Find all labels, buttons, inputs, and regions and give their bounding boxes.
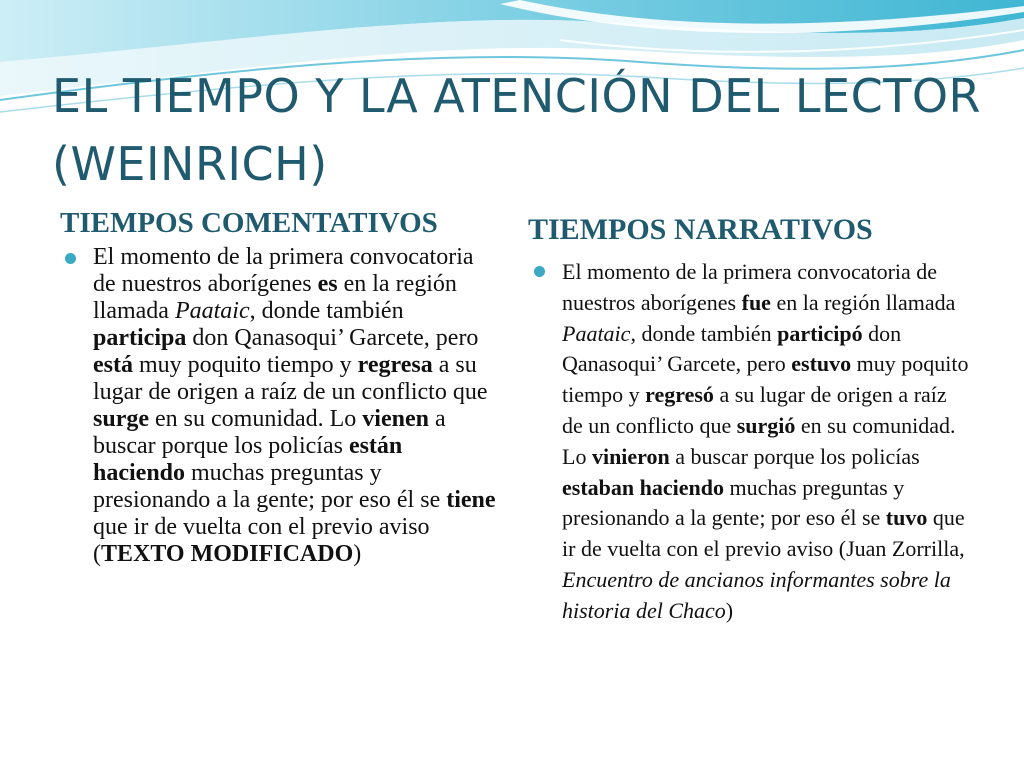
bold-verb: estaban haciendo bbox=[562, 474, 724, 500]
slide-title: EL TIEMPO Y LA ATENCIÓN DEL LECTOR (WEINRICH) bbox=[52, 69, 982, 191]
list-item bbox=[562, 257, 972, 627]
comentativos-list bbox=[93, 244, 498, 568]
bold-verb: tiene bbox=[446, 487, 496, 513]
bold-verb: vinieron bbox=[591, 443, 670, 469]
bold-verb: TEXTO MODIFICADO bbox=[101, 541, 354, 567]
bold-verb: participa bbox=[93, 325, 187, 351]
narrativos-paragraph bbox=[562, 259, 969, 623]
list-item bbox=[93, 244, 498, 568]
narrativos-list bbox=[562, 257, 972, 627]
text-run: El momento de la primera convocatoria de nuestros aborígenes bbox=[562, 259, 938, 315]
italic-text: Paataic bbox=[562, 320, 631, 346]
heading-narrativos: TIEMPOS NARRATIVOS bbox=[528, 213, 873, 246]
italic-text: Encuentro de ancianos informantes sobre la historia del Chaco bbox=[562, 566, 951, 623]
text-run: ) bbox=[725, 597, 734, 623]
text-run: a su lugar de origen a raíz de un conflicto que bbox=[562, 382, 947, 438]
text-run: muy poquito tiempo y bbox=[132, 352, 358, 378]
bold-verb: vienen bbox=[362, 406, 429, 432]
bold-verb: participó bbox=[777, 320, 863, 346]
text-run: en la región llamada bbox=[93, 271, 457, 324]
text-run: que ir de vuelta con el previo aviso (Juan Zorrilla, bbox=[562, 505, 965, 562]
bold-verb: tuvo bbox=[885, 505, 928, 531]
text-run: don Qanasoqui’ Garcete, pero bbox=[186, 325, 479, 351]
text-run: muchas preguntas y presionando a la gente; por eso él se bbox=[562, 474, 905, 531]
text-run: en la región llamada bbox=[770, 289, 956, 315]
bold-verb: regresó bbox=[645, 382, 714, 408]
bold-verb: regresa bbox=[357, 352, 433, 378]
bold-verb: es bbox=[317, 271, 338, 297]
bullet-dot-icon bbox=[534, 266, 545, 277]
comentativos-paragraph bbox=[93, 244, 496, 567]
bold-verb: surgió bbox=[736, 412, 796, 438]
text-run: a su lugar de origen a raíz de un conflicto que bbox=[93, 352, 488, 405]
text-run: ) bbox=[353, 541, 362, 567]
bold-verb: surge bbox=[93, 406, 149, 432]
text-run: en su comunidad. Lo bbox=[562, 412, 956, 469]
text-run: que ir de vuelta con el previo aviso ( bbox=[93, 514, 430, 567]
bold-verb: fue bbox=[741, 289, 771, 315]
italic-text: Paataic bbox=[174, 298, 250, 324]
text-run: muy poquito tiempo y bbox=[562, 351, 969, 408]
text-run: El momento de la primera convocatoria de nuestros aborígenes bbox=[93, 244, 474, 297]
text-run: a buscar porque los policías bbox=[669, 443, 920, 469]
text-run: a buscar porque los policías bbox=[93, 406, 446, 459]
bold-verb: estuvo bbox=[791, 351, 852, 377]
bold-verb: están haciendo bbox=[93, 433, 403, 486]
text-run: en su comunidad. Lo bbox=[149, 406, 363, 432]
text-run: don Qanasoqui’ Garcete, pero bbox=[562, 320, 902, 377]
text-run: , donde también bbox=[249, 298, 404, 324]
text-run: muchas preguntas y presionando a la gente; por eso él se bbox=[93, 460, 447, 513]
text-run: , donde también bbox=[630, 320, 778, 346]
heading-comentativos: TIEMPOS COMENTATIVOS bbox=[60, 207, 438, 239]
bold-verb: está bbox=[93, 352, 133, 378]
bullet-dot-icon bbox=[65, 253, 76, 264]
